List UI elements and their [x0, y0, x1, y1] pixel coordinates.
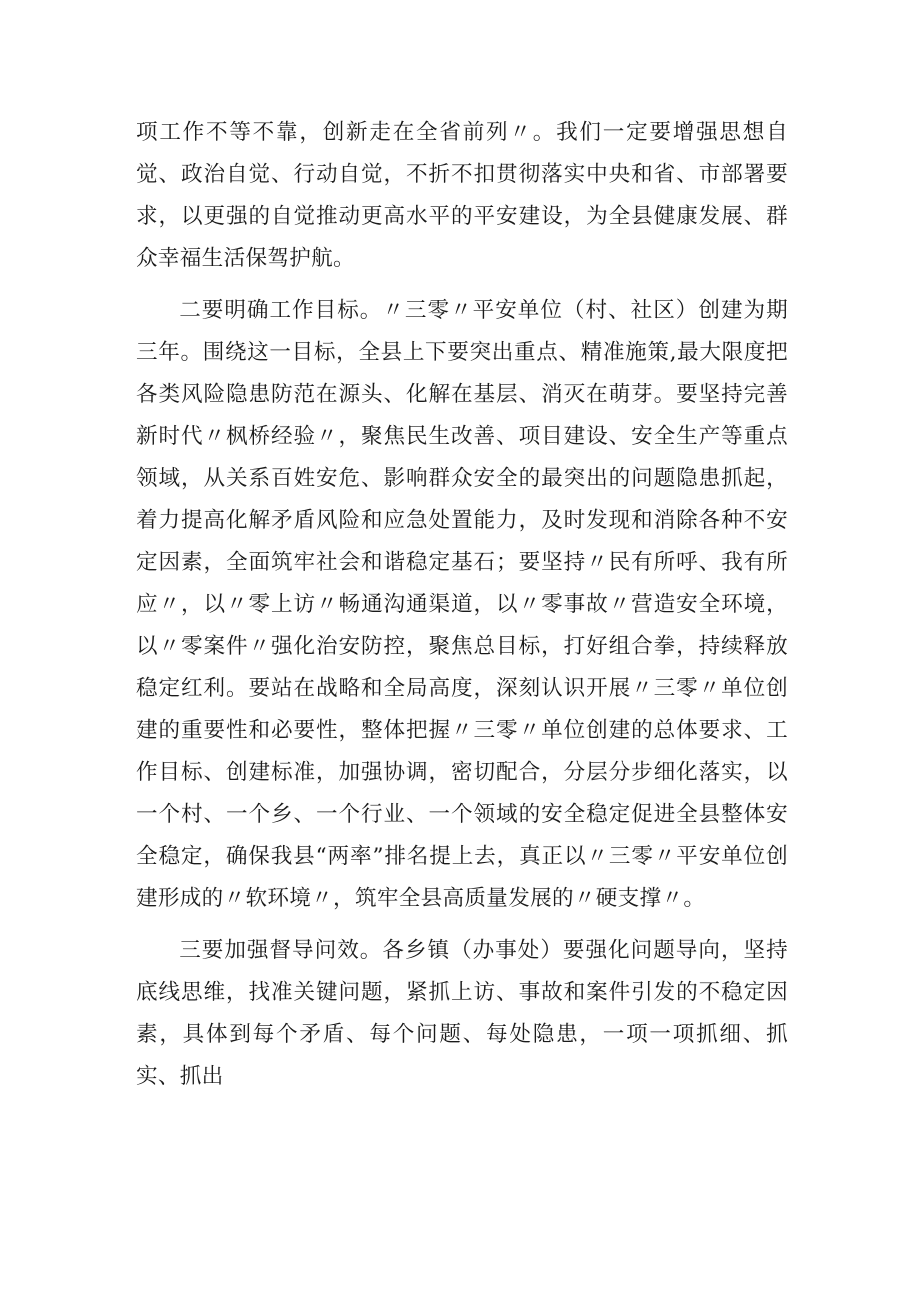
document-body	[136, 112, 788, 1098]
paragraph-2: 二要明确工作目标。〃三零〃平安单位（村、社区）创建为期三年。围绕这一目标，全县上下要突出重点、精准施策,最大限度把各类风险隐患防范在源头、化解在基层、消灭在萌芽。要坚持完善新时代〃枫桥经验〃，聚焦民生改善、项目建设、安全生产等重点领域，从关系百姓安危、影响群众安全的最突出的问题隐患抓起，着力提高化解矛盾风险和应急处置能力，及时发现和消除各种不安定因素，全面筑牢社会和谐稳定基石；要坚持〃民有所呼、我有所应〃，以〃零上访〃畅通沟通渠道，以〃零事故〃营造安全环境，以〃零案件〃强化治安防控，聚焦总目标，打好组合拳，持续释放稳定红利。要站在战略和全局高度，深刻认识开展〃三零〃单位创建的重要性和必要性，整体把握〃三零〃单位创建的总体要求、工作目标、创建标准，加强协调，密切配合，分层分步细化落实，以一个村、一个乡、一个行业、一个领域的安全稳定促进全县整体安全稳定，确保我县“两率”排名提上去，真正以〃三零〃平安单位创建形成的〃软环境〃，筑牢全县高质量发展的〃硬支撑〃。	[136, 298, 788, 911]
paragraph-3: 三要加强督导问效。各乡镇（办事处）要强化问题导向，坚持底线思维，找准关键问题，紧抓上访、事故和案件引发的不稳定因素，具体到每个矛盾、每个问题、每处隐患，一项一项抓细、抓实、抓出	[136, 938, 788, 1089]
paragraph-1: 项工作不等不靠，创新走在全省前列〃。我们一定要增强思想自觉、政治自觉、行动自觉，不折不扣贯彻落实中央和省、市部署要求，以更强的自觉推动更高水平的平安建设，为全县健康发展、群众幸福生活保驾护航。	[136, 120, 788, 271]
